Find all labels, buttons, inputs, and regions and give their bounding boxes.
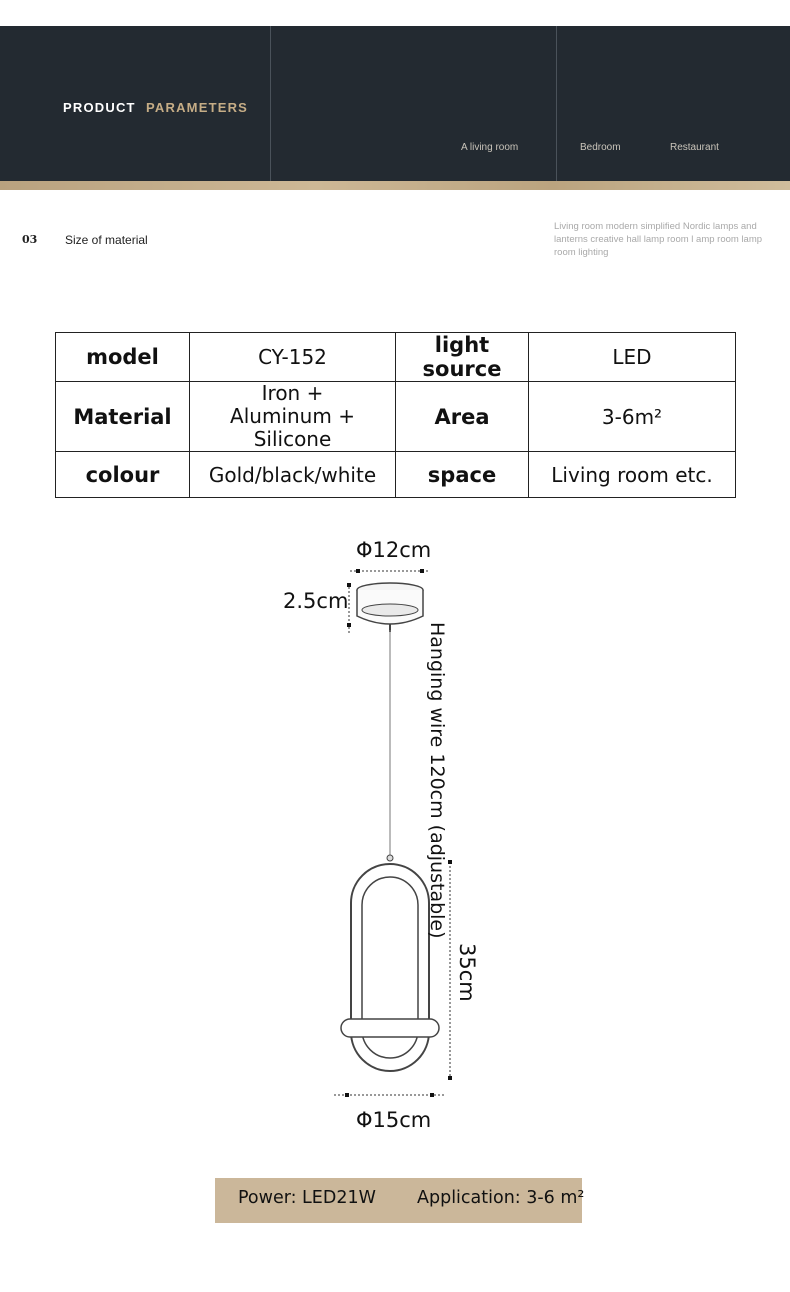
canopy-height-label: 2.5cm — [283, 589, 349, 613]
lamp-body — [341, 855, 439, 1071]
spec-key: model — [56, 333, 190, 382]
section-title: Size of material — [65, 233, 148, 247]
section-number: 03 — [22, 233, 38, 246]
spec-value: 3-6m² — [529, 382, 736, 452]
banner-title-accent: PARAMETERS — [146, 100, 249, 115]
spec-key: space — [396, 452, 529, 498]
spec-value: Gold/black/white — [190, 452, 396, 498]
application-label: Application: 3-6 m² — [417, 1188, 585, 1208]
section-description: Living room modern simplified Nordic lamps and lanterns creative hall lamp room l amp room lamp room lighting — [554, 221, 763, 258]
canopy-diameter-label: Φ12cm — [356, 538, 432, 562]
wire-length-label: Hanging wire 120cm (adjustable) — [426, 622, 448, 939]
banner-title-primary: PRODUCT — [63, 100, 136, 115]
nav-living-room[interactable]: A living room — [461, 142, 519, 153]
nav-restaurant[interactable]: Restaurant — [670, 142, 719, 153]
nav-bedroom[interactable]: Bedroom — [580, 142, 621, 153]
spec-key: colour — [56, 452, 190, 498]
power-label: Power: LED21W — [238, 1188, 376, 1208]
spec-value: CY-152 — [190, 333, 396, 382]
spec-value: LED — [529, 333, 736, 382]
spec-key: light source — [396, 333, 529, 382]
spec-value: Living room etc. — [529, 452, 736, 498]
spec-value: Iron + Aluminum + Silicone — [190, 382, 396, 452]
spec-key: Area — [396, 382, 529, 452]
canopy — [357, 583, 423, 632]
lamp-diameter-label: Φ15cm — [356, 1108, 432, 1132]
lamp-height-label: 35cm — [455, 943, 479, 1002]
spec-key: Material — [56, 382, 190, 452]
